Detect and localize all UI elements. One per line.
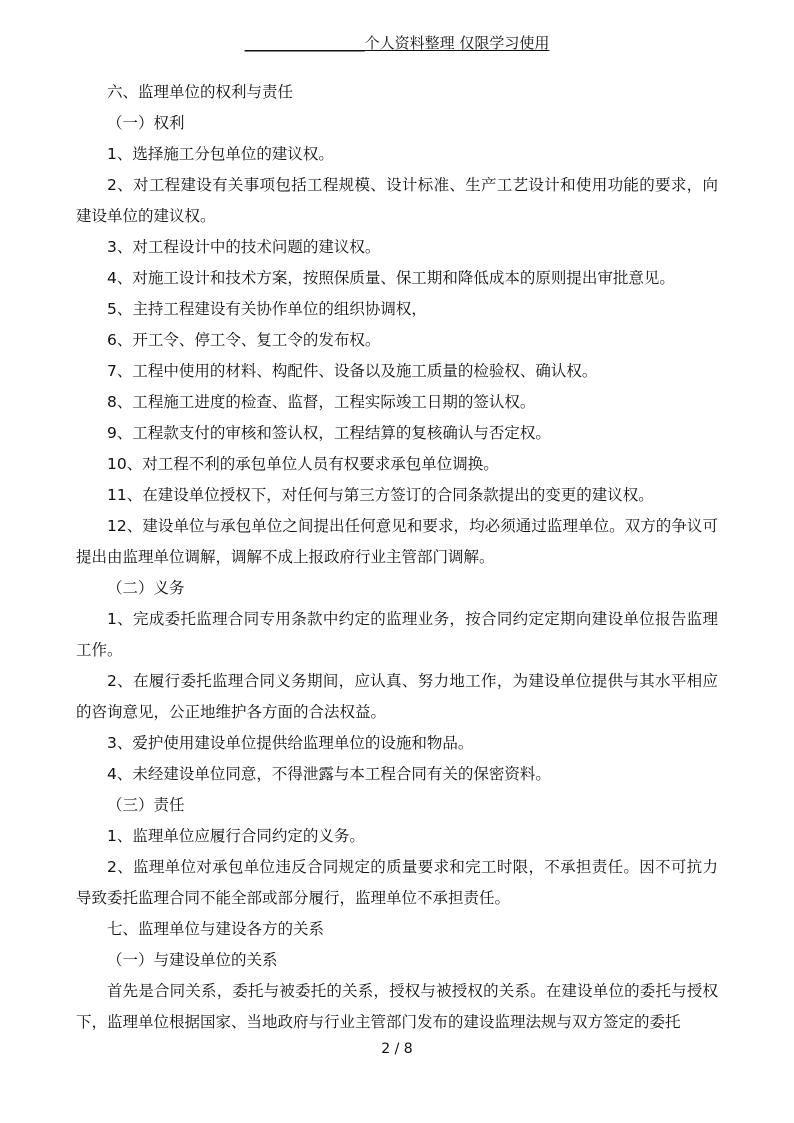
list-item: 6、开工令、停工令、复工令的发布权。 — [107, 331, 381, 349]
document-body — [76, 77, 718, 1038]
list-item: 1、选择施工分包单位的建议权。 — [107, 145, 334, 163]
list-item: 7、工程中使用的材料、构配件、设备以及施工质量的检验权、确认权。 — [107, 362, 598, 380]
subsection-heading: （一）与建设单位的关系 — [107, 951, 278, 969]
body-paragraph: 首先是合同关系，委托与被委托的关系，授权与被授权的关系。在建设单位的委托与授权下，监理单位根据国家、当地政府与行业主管部门发布的建设监理法规与双方签定的委托 — [76, 982, 718, 1031]
list-item: 2、对工程建设有关事项包括工程规模、设计标准、生产工艺设计和使用功能的要求，向建设单位的建议权。 — [76, 176, 718, 225]
list-item: 10、对工程不利的承包单位人员有权要求承包单位调换。 — [107, 455, 499, 473]
page-header: ________________个人资料整理 仅限学习使用 — [244, 34, 550, 52]
list-item: 3、对工程设计中的技术问题的建议权。 — [107, 238, 381, 256]
list-item: 4、未经建设单位同意，不得泄露与本工程合同有关的保密资料。 — [107, 765, 551, 783]
subsection-heading: （二）义务 — [107, 579, 185, 597]
list-item: 9、工程款支付的审核和签认权，工程结算的复核确认与否定权。 — [107, 424, 551, 442]
list-item: 1、完成委托监理合同专用条款中约定的监理业务，按合同约定定期向建设单位报告监理工作。 — [76, 610, 718, 659]
section-heading: 七、监理单位与建设各方的关系 — [107, 920, 325, 938]
list-item: 11、在建设单位授权下，对任何与第三方签订的合同条款提出的变更的建议权。 — [107, 486, 654, 504]
list-item: 4、对施工设计和技术方案，按照保质量、保工期和降低成本的原则提出审批意见。 — [107, 269, 675, 287]
list-item: 12、建设单位与承包单位之间提出任何意见和要求，均必须通过监理单位。双方的争议可提出由监理单位调解，调解不成上报政府行业主管部门调解。 — [76, 517, 718, 566]
subsection-heading: （一）权利 — [107, 114, 185, 132]
section-heading: 六、监理单位的权利与责任 — [107, 83, 294, 101]
subsection-heading: （三）责任 — [107, 796, 185, 814]
list-item: 8、工程施工进度的检查、监督，工程实际竣工日期的签认权。 — [107, 393, 536, 411]
list-item: 3、爱护使用建设单位提供给监理单位的设施和物品。 — [107, 734, 474, 752]
page-number: 2 / 8 — [381, 1041, 413, 1057]
list-item: 1、监理单位应履行合同约定的义务。 — [107, 827, 365, 845]
list-item: 2、在履行委托监理合同义务期间，应认真、努力地工作，为建设单位提供与其水平相应的咨询意见，公正地维护各方面的合法权益。 — [76, 672, 718, 721]
list-item: 5、主持工程建设有关协作单位的组织协调权， — [107, 300, 427, 318]
list-item: 2、监理单位对承包单位违反合同规定的质量要求和完工时限，不承担责任。因不可抗力导致委托监理合同不能全部或部分履行，监理单位不承担责任。 — [76, 858, 718, 907]
